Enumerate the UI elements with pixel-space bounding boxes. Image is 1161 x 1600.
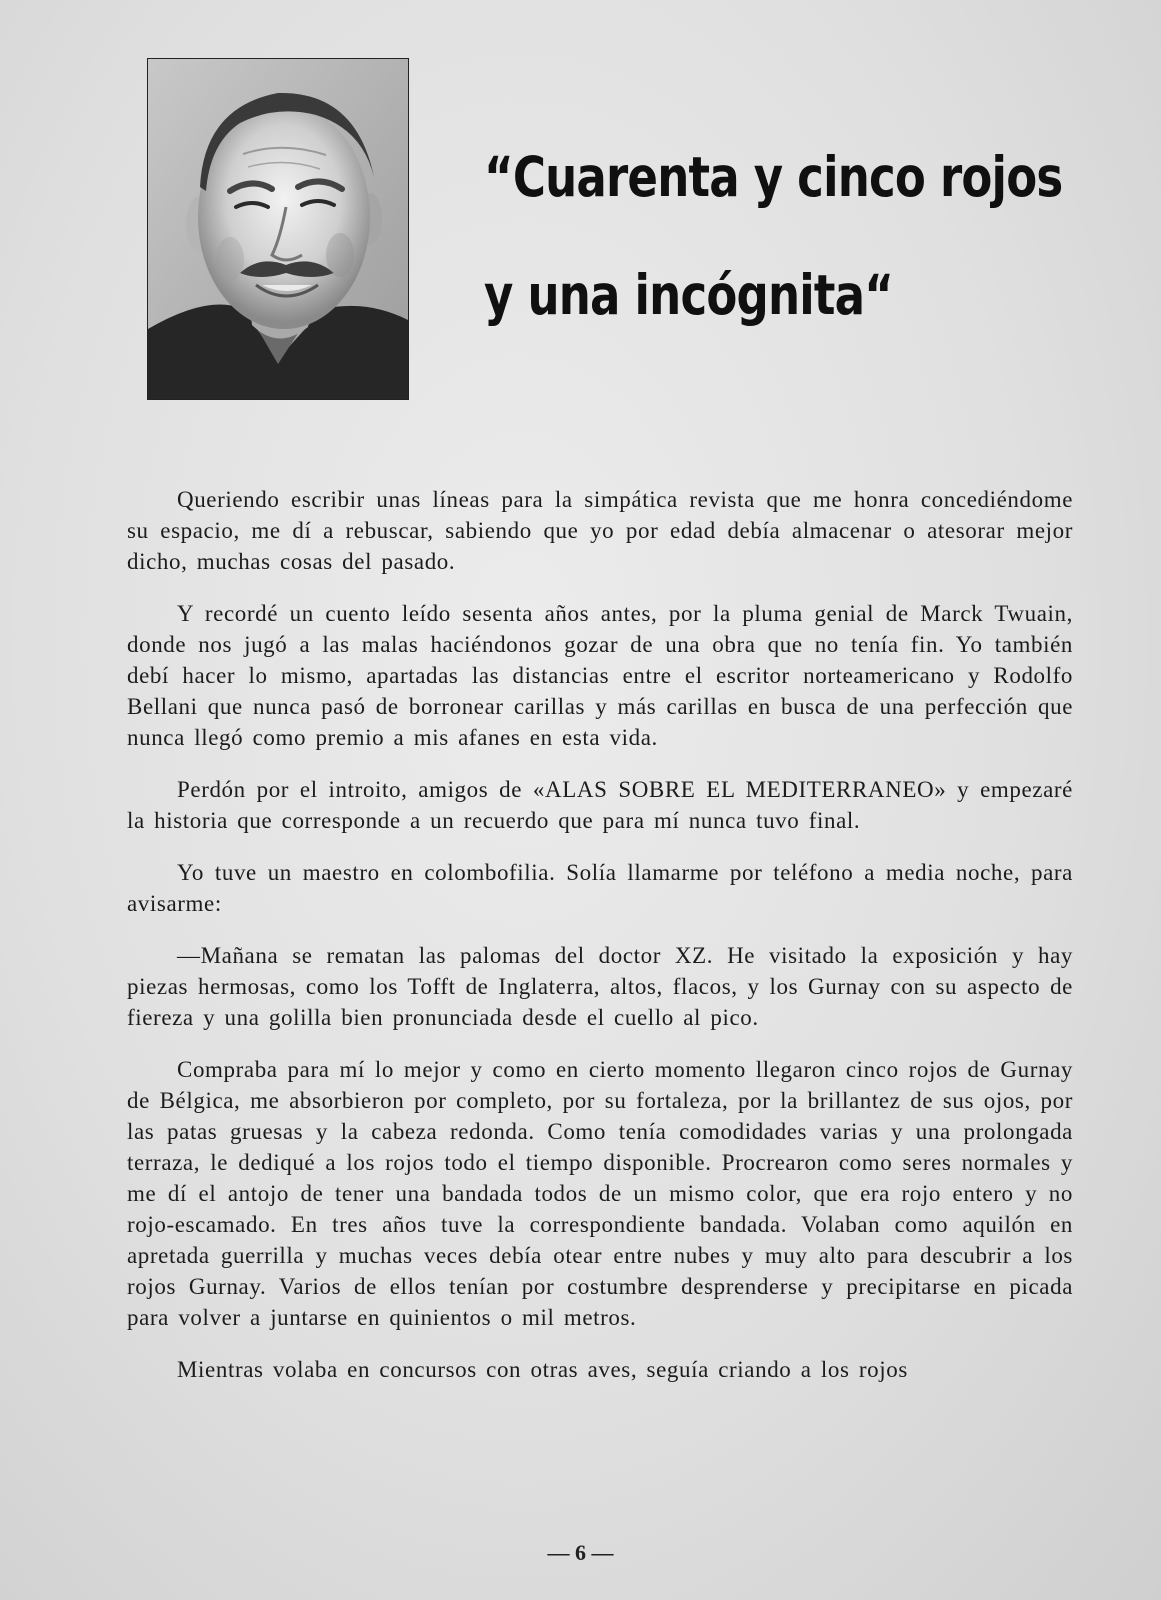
title-line-1: “Cuarenta y cinco rojos	[484, 145, 1063, 209]
portrait-photo-icon	[147, 58, 409, 400]
article-body	[127, 484, 1073, 1406]
paragraph-3: Perdón por el introito, amigos de «ALAS SOBRE EL MEDITERRANEO» y empezaré la historia que corresponde a un recuerdo que para mí nunca tuvo final.	[127, 777, 1073, 833]
paragraph-7: Mientras volaba en concursos con otras aves, seguía criando a los rojos	[177, 1357, 908, 1382]
paragraph-4: Yo tuve un maestro en colombofilia. Solía llamarme por teléfono a media noche, para avisarme:	[127, 860, 1073, 916]
article-title	[484, 118, 1063, 354]
paragraph-2: Y recordé un cuento leído sesenta años antes, por la pluma genial de Marck Twuain, donde nos jugó a las malas haciéndonos gozar de una obra que no tenía fin. Yo también debí hacer lo mismo, apartadas las distancias entre el escritor norteamericano y Rodolfo Bellani que nunca pasó de borronear carillas y más carillas en busca de una perfección que nunca llegó como premio a mis afanes en esta vida.	[127, 601, 1073, 750]
title-line-2: y una incógnita“	[484, 263, 894, 327]
page-number: — 6 —	[547, 1540, 614, 1565]
paragraph-1: Queriendo escribir unas líneas para la simpática revista que me honra concediéndome su espacio, me dí a rebuscar, sabiendo que yo por edad debía almacenar o atesorar mejor dicho, muchas cosas del pasado.	[127, 487, 1073, 574]
paragraph-5: —Mañana se rematan las palomas del doctor XZ. He visitado la exposición y hay piezas hermosas, como los Tofft de Inglaterra, altos, flacos, y los Gurnay con su aspecto de fiereza y una golilla bien pronunciada desde el cuello al pico.	[127, 943, 1073, 1030]
paragraph-6: Compraba para mí lo mejor y como en cierto momento llegaron cinco rojos de Gurnay de Bélgica, me absorbieron por completo, por su fortaleza, por la brillantez de sus ojos, por las patas gruesas y la cabeza redonda. Como tenía comodidades varias y una prolongada terraza, le dediqué a los rojos todo el tiempo disponible. Procrearon como seres normales y me dí el antojo de tener una bandada todos de un mismo color, que era rojo entero y no rojo-escamado. En tres años tuve la correspondiente bandada. Volaban como aquilón en apretada guerrilla y muchas veces debía otear entre nubes y muy alto para descubrir a los rojos Gurnay. Varios de ellos tenían por costumbre desprenderse y precipitarse en picada para volver a juntarse en quinientos o mil metros.	[127, 1057, 1073, 1330]
